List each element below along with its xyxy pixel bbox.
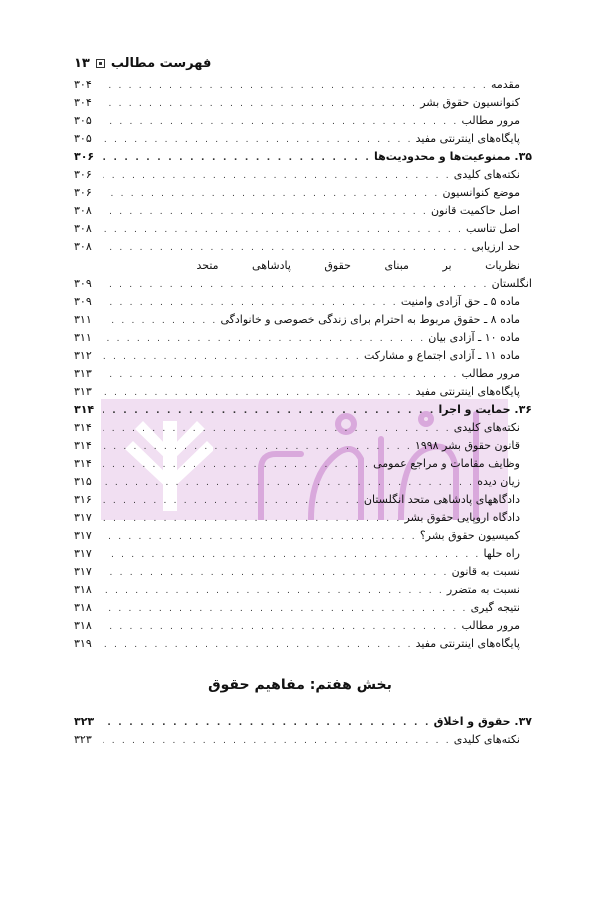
dot-leader [103, 474, 474, 492]
toc-entry[interactable] [74, 347, 532, 365]
toc-entry-page: ۳۱۸ [74, 583, 92, 596]
dot-leader [103, 618, 458, 636]
toc-entry-page: ۳۱۸ [74, 619, 92, 632]
toc-entry-page: ۳۱۷ [74, 511, 92, 524]
toc-entry-title: ۳۷. حقوق و اخلاق [433, 715, 532, 728]
dot-leader [103, 528, 417, 546]
toc-entry-title: نکته‌های کلیدی [453, 168, 520, 181]
toc-entry-title: نسبت به متضرر [446, 583, 520, 596]
toc-entry-title: نکته‌های کلیدی [453, 421, 520, 434]
toc-entry-page: ۳۱۷ [74, 547, 92, 560]
toc-entry[interactable] [74, 184, 532, 202]
toc-entry[interactable] [74, 473, 532, 491]
dot-leader [103, 113, 458, 131]
dot-leader [103, 77, 488, 95]
dot-leader [103, 456, 370, 474]
toc-entry[interactable] [74, 166, 532, 184]
dot-leader [103, 294, 398, 312]
toc-entry-title: ماده ۵ ـ حق آزادی وامنیت [400, 295, 520, 308]
dot-leader [103, 384, 413, 402]
running-head-title: فهرست مطالب [110, 56, 212, 71]
toc-entry[interactable] [74, 563, 532, 581]
toc-entry-page: ۳۰۵ [74, 132, 92, 145]
dot-leader [103, 492, 361, 510]
toc-entry-page: ۳۱۱ [74, 331, 92, 344]
toc-entry[interactable] [74, 130, 532, 148]
toc-entry-title: ۳۶. حمایت و اجرا [438, 403, 532, 416]
toc-entry-page: ۳۱۴ [74, 439, 92, 452]
toc-entry[interactable] [74, 275, 532, 293]
toc-entry-title: ماده ۱۱ ـ آزادی اجتماع و مشارکت [363, 349, 520, 362]
toc-entry[interactable] [74, 599, 532, 617]
dot-leader [103, 221, 463, 239]
toc-entry[interactable] [74, 419, 532, 437]
part-heading: بخش هفتم: مفاهیم حقوق [208, 677, 392, 693]
toc-entry-page: ۳۱۷ [74, 529, 92, 542]
toc-entry-title: قانون حقوق بشر ۱۹۹۸ [414, 439, 520, 452]
toc-entry-title: زیان دیده [477, 475, 520, 488]
toc-entry-wrapped-line[interactable] [74, 257, 532, 275]
toc-entry-title: نظریات بر مبنای حقوق پادشاهی متحد [196, 259, 520, 272]
dot-leader [103, 330, 425, 348]
toc-entry-title: مرور مطالب [461, 367, 520, 380]
dot-leader [103, 714, 431, 732]
toc-entry-page: ۳۰۶ [74, 168, 92, 181]
toc-entry-page: ۳۱۹ [74, 637, 92, 650]
toc-entry-title: کنوانسیون حقوق بشر [420, 96, 520, 109]
dot-leader [103, 348, 361, 366]
toc-entry-page: ۳۲۳ [74, 715, 95, 728]
toc-entry[interactable] [74, 220, 532, 238]
toc-entry-title: نسبت به قانون [451, 565, 520, 578]
toc-entry-title: حد ارزیابی [471, 240, 520, 253]
toc-entry-page: ۳۲۳ [74, 733, 92, 746]
dot-leader [103, 276, 489, 294]
toc-entry-title: دادگاه اروپایی حقوق بشر [404, 511, 520, 524]
toc-entry[interactable] [74, 76, 532, 94]
toc-entry-page: ۳۱۵ [74, 475, 92, 488]
toc-chapter-entry[interactable] [74, 148, 532, 166]
dot-leader [103, 402, 436, 420]
dot-leader [103, 420, 451, 438]
toc-entry-page: ۳۱۷ [74, 565, 92, 578]
toc-entry-page: ۳۱۲ [74, 349, 92, 362]
toc-entry-title: اصل تناسب [466, 222, 520, 235]
toc-entry-page: ۳۱۴ [74, 421, 92, 434]
dot-leader [103, 732, 451, 750]
toc-entry-page: ۳۱۸ [74, 601, 92, 614]
dot-leader [103, 167, 451, 185]
toc-entry-title: دادگاههای پادشاهی متحد انگلستان [363, 493, 520, 506]
toc-entry-page: ۳۰۴ [74, 78, 92, 91]
dot-leader [103, 95, 417, 113]
dot-leader [103, 600, 468, 618]
toc-entry-page: ۳۱۶ [74, 493, 92, 506]
toc-entry-title: مرور مطالب [461, 114, 520, 127]
dot-leader [103, 239, 469, 257]
toc-entry-title: مرور مطالب [461, 619, 520, 632]
toc-entry-title: راه حلها [483, 547, 520, 560]
dot-leader [103, 185, 439, 203]
dot-leader [103, 203, 428, 221]
toc-entry-page: ۳۰۸ [74, 240, 92, 253]
toc-entry[interactable] [74, 202, 532, 220]
toc-entry-page: ۳۱۳ [74, 367, 92, 380]
running-head-page-number: ۱۳ [74, 56, 90, 71]
toc-chapter-entry[interactable] [74, 713, 532, 731]
toc-entry[interactable] [74, 491, 532, 509]
toc-entry[interactable] [74, 94, 532, 112]
dot-leader [103, 149, 371, 167]
toc-chapter-entry[interactable] [74, 401, 532, 419]
toc-entry[interactable] [74, 527, 532, 545]
toc-entry[interactable] [74, 365, 532, 383]
toc-entry[interactable] [74, 581, 532, 599]
toc-entry-page: ۳۰۸ [74, 204, 92, 217]
toc-entry-title: پایگاه‌های اینترنتی مفید [415, 385, 520, 398]
toc-entry-title: نکته‌های کلیدی [453, 733, 520, 746]
toc-entry[interactable] [74, 112, 532, 130]
toc-entry-page: ۳۱۳ [74, 385, 92, 398]
running-head [74, 56, 211, 71]
dot-leader [103, 131, 413, 149]
toc-entry-page: ۳۰۵ [74, 114, 92, 127]
dot-leader [103, 582, 444, 600]
dot-leader [103, 366, 458, 384]
toc-entry[interactable] [74, 731, 532, 749]
toc-entry[interactable] [74, 455, 532, 473]
square-bullet-icon [96, 59, 105, 68]
dot-leader [103, 546, 481, 564]
toc-entry-title: نتیجه گیری [470, 601, 520, 614]
toc-entry-page: ۳۰۶ [74, 186, 92, 199]
dot-leader [103, 564, 449, 582]
toc-entry[interactable] [74, 635, 532, 653]
toc-entry-title: ۳۵. ممنوعیت‌ها و محدودیت‌ها [373, 150, 532, 163]
toc-entry[interactable] [74, 383, 532, 401]
toc-entry-title: ماده ۱۰ ـ آزادی بیان [428, 331, 520, 344]
toc-entry[interactable] [74, 617, 532, 635]
toc-entry-page: ۳۰۸ [74, 222, 92, 235]
toc-entry-title: ماده ۸ ـ حقوق مربوط به احترام برای زندگی خصوصی و خانوادگی [220, 313, 520, 326]
toc-entry-page: ۳۰۹ [74, 277, 92, 290]
toc-entry-page: ۳۰۶ [74, 150, 95, 163]
dot-leader [103, 312, 218, 330]
toc-entry[interactable] [74, 545, 532, 563]
toc-entry[interactable] [74, 509, 532, 527]
dot-leader [103, 510, 401, 528]
toc-entry[interactable] [74, 311, 532, 329]
toc-entry[interactable] [74, 329, 532, 347]
toc-entry-title: پایگاه‌های اینترنتی مفید [415, 637, 520, 650]
toc-entry-page: ۳۱۴ [74, 403, 95, 416]
toc-entry-page: ۳۰۹ [74, 295, 92, 308]
toc-entry-page: ۳۰۴ [74, 96, 92, 109]
toc-entry[interactable] [74, 293, 532, 311]
toc-entry[interactable] [74, 238, 532, 256]
toc-entry[interactable] [74, 437, 532, 455]
toc-entry-page: ۳۱۱ [74, 313, 92, 326]
dot-leader [103, 636, 413, 654]
toc-entry-page: ۳۱۴ [74, 457, 92, 470]
toc-entry-title: انگلستان [491, 277, 532, 290]
toc-entry-title: پایگاه‌های اینترنتی مفید [415, 132, 520, 145]
toc-entry-title: کمیسیون حقوق بشر؟ [419, 529, 520, 542]
toc-entry-title: وظایف مقامات و مراجع عمومی [373, 457, 520, 470]
dot-leader [103, 438, 412, 456]
toc-entry-title: اصل حاکمیت قانون [430, 204, 520, 217]
toc-entry-title: موضع کنوانسیون [442, 186, 520, 199]
toc-entry-title: مقدمه [490, 78, 520, 91]
